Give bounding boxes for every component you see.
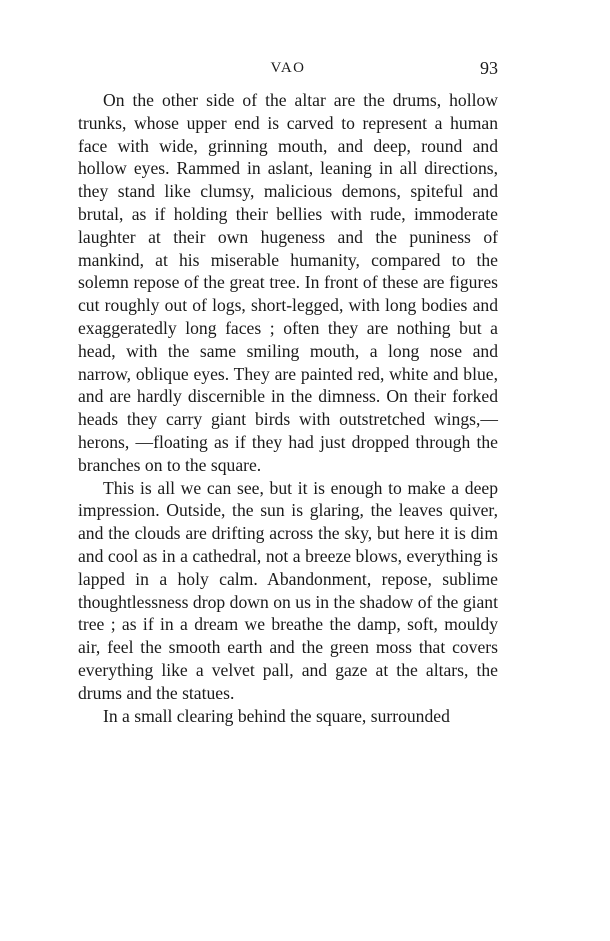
paragraph: On the other side of the altar are the drums, hollow trunks, whose upper end is carved to represent a human face with wide, grinning mouth, and deep, round and hollow eyes. Rammed in aslant, leaning in all directions, they stand like clumsy, malicious demons, spiteful and brutal, as if holding their bellies with rude, immoderate laughter at their own hugeness and the puniness of mankind, at his miserable humanity, compared to the solemn repose of the great tree. In front of these are figures cut roughly out of logs, short-legged, with long bodies and exaggeratedly long faces ; often they are nothing but a head, with the same smiling mouth, a long nose and narrow, oblique eyes. They are painted red, white and blue, and are hardly discernible in the dimness. On their forked heads they carry giant birds with outstretched wings,—herons, —floating as if they had just dropped through the branches on to the square. <box>78 90 498 475</box>
body-text <box>78 89 498 727</box>
page-header <box>78 56 498 80</box>
paragraph: In a small clearing behind the square, surrounded <box>103 705 450 726</box>
paragraph: This is all we can see, but it is enough to make a deep impression. Outside, the sun is glaring, the leaves quiver, and the clouds are drifting across the sky, but here it is dim and cool as in a cathedral, not a breeze blows, everything is lapped in a holy calm. Abandonment, repose, sublime thoughtlessness drop down on us in the shadow of the giant tree ; as if in a dream we breathe the damp, soft, mouldy air, feel the smooth earth and the green moss that covers everything like a velvet pall, and gaze at the altars, the drums and the statues. <box>78 477 498 703</box>
page-number: 93 <box>480 58 498 78</box>
running-head: VAO <box>270 60 306 76</box>
